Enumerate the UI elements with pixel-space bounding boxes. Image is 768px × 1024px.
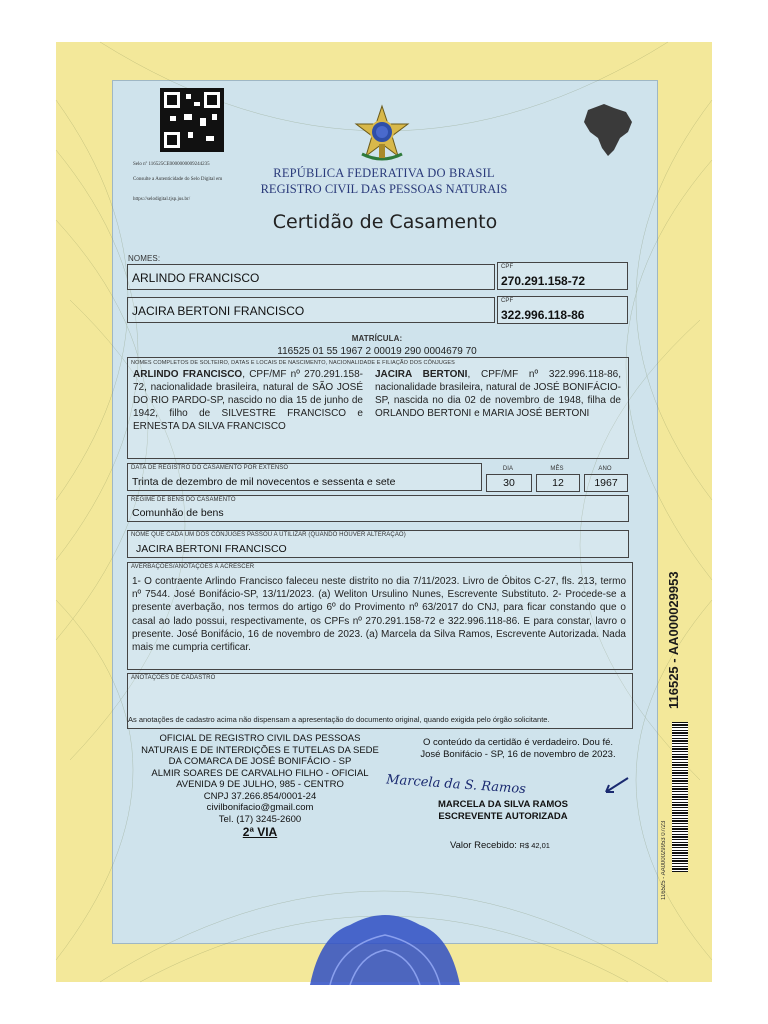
oficial-line4: ALMIR SOARES DE CARVALHO FILHO - OFICIAL bbox=[151, 767, 369, 779]
qr-code bbox=[160, 88, 224, 152]
averbacoes-box bbox=[127, 562, 633, 670]
mes-label: MÊS bbox=[550, 466, 564, 472]
data-registro-box bbox=[127, 463, 482, 491]
person2-name-box bbox=[127, 297, 495, 323]
nome-utilizado-value: JACIRA BERTONI FRANCISCO bbox=[136, 543, 287, 555]
nome-utilizado-box bbox=[127, 530, 629, 558]
noivo-text: , CPF/MF nº 270.291.158-72, nacionalidade brasileira, natural de SÃO JOSÉ DO RIO PARDO-SP, nascido no dia 15 de junho de 1942, filho de SILVESTRE FRANCISCO e ERNESTA DA SILVA FRANCISCO bbox=[133, 369, 364, 432]
ano-label: ANO bbox=[598, 466, 612, 472]
nome-utilizado-label: NOME QUE CADA UM DOS CÔNJUGES PASSOU A UTILIZAR (QUANDO HOUVER ALTERAÇÃO) bbox=[131, 532, 406, 538]
selo-number: Selo nº 116525CE0000000009244235 bbox=[133, 162, 210, 167]
nomes-completos-box bbox=[127, 357, 629, 459]
person1-cpf-box bbox=[497, 262, 628, 290]
document-title: Certidão de Casamento bbox=[272, 211, 498, 233]
via-label: 2ª VIA bbox=[242, 825, 278, 839]
person2-cpf-box bbox=[497, 296, 628, 324]
valor-label: Valor Recebido: bbox=[450, 840, 517, 851]
republica-title: REPÚBLICA FEDERATIVA DO BRASIL bbox=[273, 166, 495, 180]
security-seal-icon bbox=[300, 905, 470, 985]
noiva-text: , CPF/MF nº 322.996.118-86, nacionalidade brasileira, natural de JOSÉ BONIFÁCIO-SP, nascida no dia 02 de novembro de 1948, filha de ORLANDO BERTONI e MARIA JOSÉ BERTONI bbox=[375, 369, 621, 419]
nomes-completos-label: NOMES COMPLETOS DE SOLTEIRO, DATAS E LOCAIS DE NASCIMENTO, NACIONALIDADE E FILIAÇÃO DOS CÔNJUGES bbox=[131, 360, 455, 366]
dia-box bbox=[486, 474, 532, 492]
noiva-name: JACIRA BERTONI bbox=[375, 369, 468, 380]
mes-value: 12 bbox=[552, 477, 564, 489]
data-registro-label: DATA DE REGISTRO DO CASAMENTO POR EXTENSO bbox=[131, 465, 289, 471]
regime-label: REGIME DE BENS DO CASAMENTO bbox=[131, 497, 236, 503]
oficial-block bbox=[130, 733, 390, 839]
matricula-value: 116525 01 55 1967 2 00019 290 0004679 70 bbox=[277, 346, 477, 357]
dia-value: 30 bbox=[503, 477, 515, 489]
cpf-label: CPF bbox=[501, 264, 514, 270]
side-small-code: 116525 - AA000029953 07/23 bbox=[661, 820, 667, 900]
certificacao-line1: O conteúdo da certidão é verdadeiro. Dou fé. bbox=[422, 737, 614, 748]
cpf-label: CPF bbox=[501, 298, 514, 304]
oficial-line7: civilbonifacio@gmail.com bbox=[206, 802, 314, 813]
averbacoes-label: AVERBAÇÕES/ANOTAÇÕES À ACRESCER bbox=[131, 564, 255, 570]
certificacao-block bbox=[398, 737, 638, 761]
signature-arrow-icon bbox=[600, 776, 630, 798]
regime-box bbox=[127, 495, 629, 522]
noiva-details bbox=[375, 368, 621, 420]
nomes-label: NOMES: bbox=[128, 254, 161, 263]
coat-of-arms-icon bbox=[352, 104, 412, 164]
person1-name: ARLINDO FRANCISCO bbox=[132, 271, 260, 285]
matricula-label: MATRÍCULA: bbox=[351, 334, 403, 343]
data-registro-value: Trinta de dezembro de mil novecentos e sessenta e sete bbox=[132, 476, 396, 488]
person1-cpf: 270.291.158-72 bbox=[501, 274, 586, 288]
signature: Marcela da S. Ramos bbox=[385, 772, 527, 798]
signer-name: MARCELA DA SILVA RAMOS bbox=[437, 799, 568, 810]
brazil-map-icon bbox=[580, 100, 636, 160]
oficial-line1: OFICIAL DE REGISTRO CIVIL DAS PESSOAS bbox=[159, 733, 361, 744]
regime-value: Comunhão de bens bbox=[132, 507, 224, 519]
noivo-details bbox=[133, 368, 363, 433]
consulta-url[interactable]: https://selodigital.tjsp.jus.br/ bbox=[133, 197, 191, 202]
signer-block bbox=[418, 799, 588, 823]
cadastro-box bbox=[127, 673, 633, 729]
oficial-line6: CNPJ 37.266.854/0001-24 bbox=[203, 790, 317, 802]
mes-box bbox=[536, 474, 580, 492]
side-barcode bbox=[672, 722, 688, 872]
oficial-line8: Tel. (17) 3245-2600 bbox=[218, 813, 302, 825]
ano-box bbox=[584, 474, 628, 492]
person2-name: JACIRA BERTONI FRANCISCO bbox=[132, 304, 305, 318]
valor-row bbox=[450, 840, 550, 851]
cadastro-note: As anotações de cadastro acima não dispensam a apresentação do documento original, quando exigida pelo órgão solicitante. bbox=[128, 715, 550, 724]
cadastro-label: ANOTAÇÕES DE CADASTRO bbox=[131, 675, 216, 681]
dia-label: DIA bbox=[502, 466, 514, 472]
oficial-line5: AVENIDA 9 DE JULHO, 985 - CENTRO bbox=[176, 779, 344, 790]
registro-title: REGISTRO CIVIL DAS PESSOAS NATURAIS bbox=[260, 182, 508, 196]
side-control-code: 116525 - AA000029953 bbox=[666, 571, 681, 709]
valor-value: R$ 42,01 bbox=[519, 841, 550, 850]
person1-name-box bbox=[127, 264, 495, 290]
oficial-line2: NATURAIS E DE INTERDIÇÕES E TUTELAS DA SEDE bbox=[141, 744, 379, 756]
certificacao-line2: José Bonifácio - SP, 16 de novembro de 2023. bbox=[420, 749, 616, 760]
averbacoes-text: 1- O contraente Arlindo Francisco faleceu neste distrito no dia 7/11/2023. Livro de Óbitos C-27, fls. 213, termo nº 7544. José Bonifácio-SP, 13/11/2023. (a) Weliton Ursulino Nunes, Escrevente Substituto. 2- Procede-se a presente averbação, nos termos do artigo 6º do Provimento nº 63/2017 do CNJ, para ficar constando que o casal ao lado possui, respectivamente, os CPFs nº 270.291.158-72 e 322.996.118-86. E para constar, lavro o presente. José Bonifácio, 16 de novembro de 2023. (a) Marcela da Silva Ramos, Escrevente Autorizada. Nada mais me cumpria certificar. bbox=[132, 576, 626, 654]
ano-value: 1967 bbox=[594, 477, 618, 489]
person2-cpf: 322.996.118-86 bbox=[501, 308, 585, 322]
consulta-text: Consulte a Autenticidade do Selo Digital em bbox=[133, 177, 223, 182]
oficial-line3: DA COMARCA DE JOSÉ BONIFÁCIO - SP bbox=[168, 756, 352, 767]
signer-role: ESCREVENTE AUTORIZADA bbox=[438, 811, 568, 822]
noivo-name: ARLINDO FRANCISCO bbox=[133, 369, 243, 380]
